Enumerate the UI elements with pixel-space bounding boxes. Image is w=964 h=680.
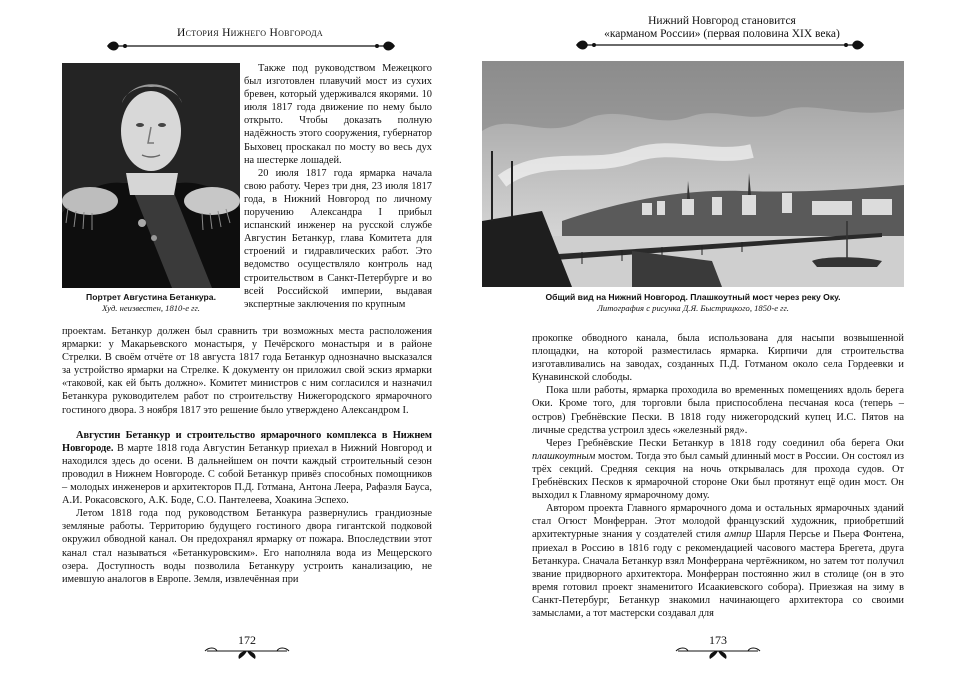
section-heading: Августин Бетанкур и строительство ярмарочного комплекса в Нижнем Новгороде. (62, 429, 432, 454)
paragraph (532, 502, 904, 620)
lithograph-caption-title: Общий вид на Нижний Новгород. Плашкоутный мост через реку Оку. (545, 292, 841, 302)
paragraph-part: Шарля Персье и Пьера Фонтена, приехал в Россию в 1816 году с рекомендацией часового мастера Брегета, друга Бетанкура. Сначала Бетанкур взял Монферрана чертёжником, но затем тот получил звание придворного архитектора. Монферран постоянно жил в столице (он в это время готовил проект знаменитого Исаакиевского собора). Приезжая на зиму в Санкт-Петербург, Бетанкур знакомил начинающего архитектора со своими замыслами, а тот мастерски создавал для (532, 529, 904, 619)
running-header-line-1: Нижний Новгород становится (648, 15, 796, 27)
italic-term: ампир (724, 529, 752, 541)
paragraph: Летом 1818 года под руководством Бетанкура развернулись грандиозные земляные работы. Территорию будущего гостиного двора гигантской подковой окружил обводной канал. Он предохранял ярмарку от пожара. Впоследствии этот канал стал называться «Бетанкуровским». Его наполняла вода из Мещерского озера. Доступность воды позволила Бетанкуру устроить канализацию, не имевшую аналогов в Европе. Земля, извлечённая при (62, 508, 432, 585)
footer-ornament-right (668, 647, 768, 661)
running-header-right (512, 15, 932, 41)
paragraph: прокопке обводного канала, была использована для насыпи возвышенной площадки, на которой разместилась ярмарка. Кирпичи для строительства изготавливались на заводах, созданных П.Д. Готманом около села Гордеевки и Кунавинской слободы. (532, 333, 904, 384)
text-block-right (532, 332, 904, 620)
italic-term: плашкоутным (532, 450, 596, 462)
paragraph (532, 437, 904, 502)
paragraph: Также под руководством Межецкого был изготовлен плавучий мост из сухих бревен, который удерживался якорями. 10 июля 1817 года движение по нему было открыто. Чтобы доказать полную надёжность этого сооружения, губернатор Быховец проскакал по мосту во весь дух на шестерке лошадей. (244, 63, 432, 166)
text-column-beside-portrait (244, 62, 432, 311)
section-text: В марте 1818 года Августин Бетанкур приехал в Нижний Новгород и находился здесь до осени. В дальнейшем он почти каждый строительный сезон проводил в Нижнем Новгороде. С собой Бетанкур привёз способных помощников – молодых инженеров и архитекторов П.Д. Готмана, Антона Леера, Рафаэля Бауса, А.И. Рокасовского, А.К. Боде, С.О. Пантелеева, Хоакина Эспехо. (62, 442, 432, 507)
text-block-upper (62, 325, 432, 586)
paragraph: 20 июля 1817 года ярмарка начала свою работу. Через три дня, 23 июля 1817 года, в Нижний Новгород по личному поручению Александра I прибыл испанский инженер на русской службе Августин Бетанкур, глава Комитета для строений и гидравлических работ. Это ведомство осуществляло контроль над строительством в Санкт-Петербурге и во всей Российской империи, выдавая экспертные заключения по крупным (244, 167, 432, 310)
header-ornament-left (105, 40, 397, 52)
lithograph-caption-subtitle: Литография с рисунка Д.Я. Быстрицкого, 1850-е гг. (597, 303, 789, 313)
lithograph-caption (482, 292, 904, 314)
portrait-caption-subtitle: Худ. неизвестен, 1810-е гг. (102, 303, 200, 313)
section-paragraph (62, 429, 432, 508)
betancourt-portrait-image (62, 63, 240, 288)
nizhny-novgorod-lithograph-image (482, 61, 904, 287)
paragraph: Пока шли работы, ярмарка проходила во временных помещениях вдоль берега Оки. Кроме того, для торговли была приспособлена песчаная коса (теперь – остров) Гребнёвские Пески. В 1818 году нижегородский купец И.С. Пятов на личные средства устроил здесь «железный ряд». (532, 385, 904, 436)
running-header-line-2: «карманом России» (первая половина XIX века) (604, 28, 840, 40)
page-number-right: 173 (709, 633, 727, 647)
paragraph-part: Автором проекта Главного ярмарочного дома и остальных ярмарочных зданий стал Огюст Монферран. Этот молодой французский художник, приобретший архитектурные знания у создателей стиля (532, 503, 904, 541)
running-header-left: История Нижнего Новгорода (177, 27, 323, 39)
paragraph-part: мостом. Тогда это был самый длинный мост в России. Он состоял из трёх секций. Средняя секция на ночь открывалась для прохода судов. От Гребнёвских Песков к ярмарочной стороне Оки был протянут ещё один мост. Он выходил к Главному ярмарочному дому. (532, 450, 904, 502)
page-number-left: 172 (238, 633, 256, 647)
footer-ornament-left (197, 647, 297, 661)
header-ornament-right (574, 39, 866, 51)
portrait-caption-title: Портрет Августина Бетанкура. (86, 292, 216, 302)
portrait-caption (62, 292, 240, 314)
paragraph: проектам. Бетанкур должен был сравнить три возможных места расположения ярмарки: у Макарьевского монастыря, у Печёрского монастыря и в районе Стрелки. В своём отчёте от 18 августа 1817 года Бетанкур однозначно высказался за устройство ярмарки на Стрелке. К документу он приложил свой эскиз ярмарки «таковой, как ей быть должно». Комитет министров с ним согласился и назначил Бетанкура руководителем работ по строительству Нижегородского ярмарочного гостиного двора. 3 ноября 1817 это решение было утверждено Александром I. (62, 326, 432, 416)
paragraph-part: Через Гребнёвские Пески Бетанкур в 1818 году соединил оба берега Оки (546, 437, 904, 449)
